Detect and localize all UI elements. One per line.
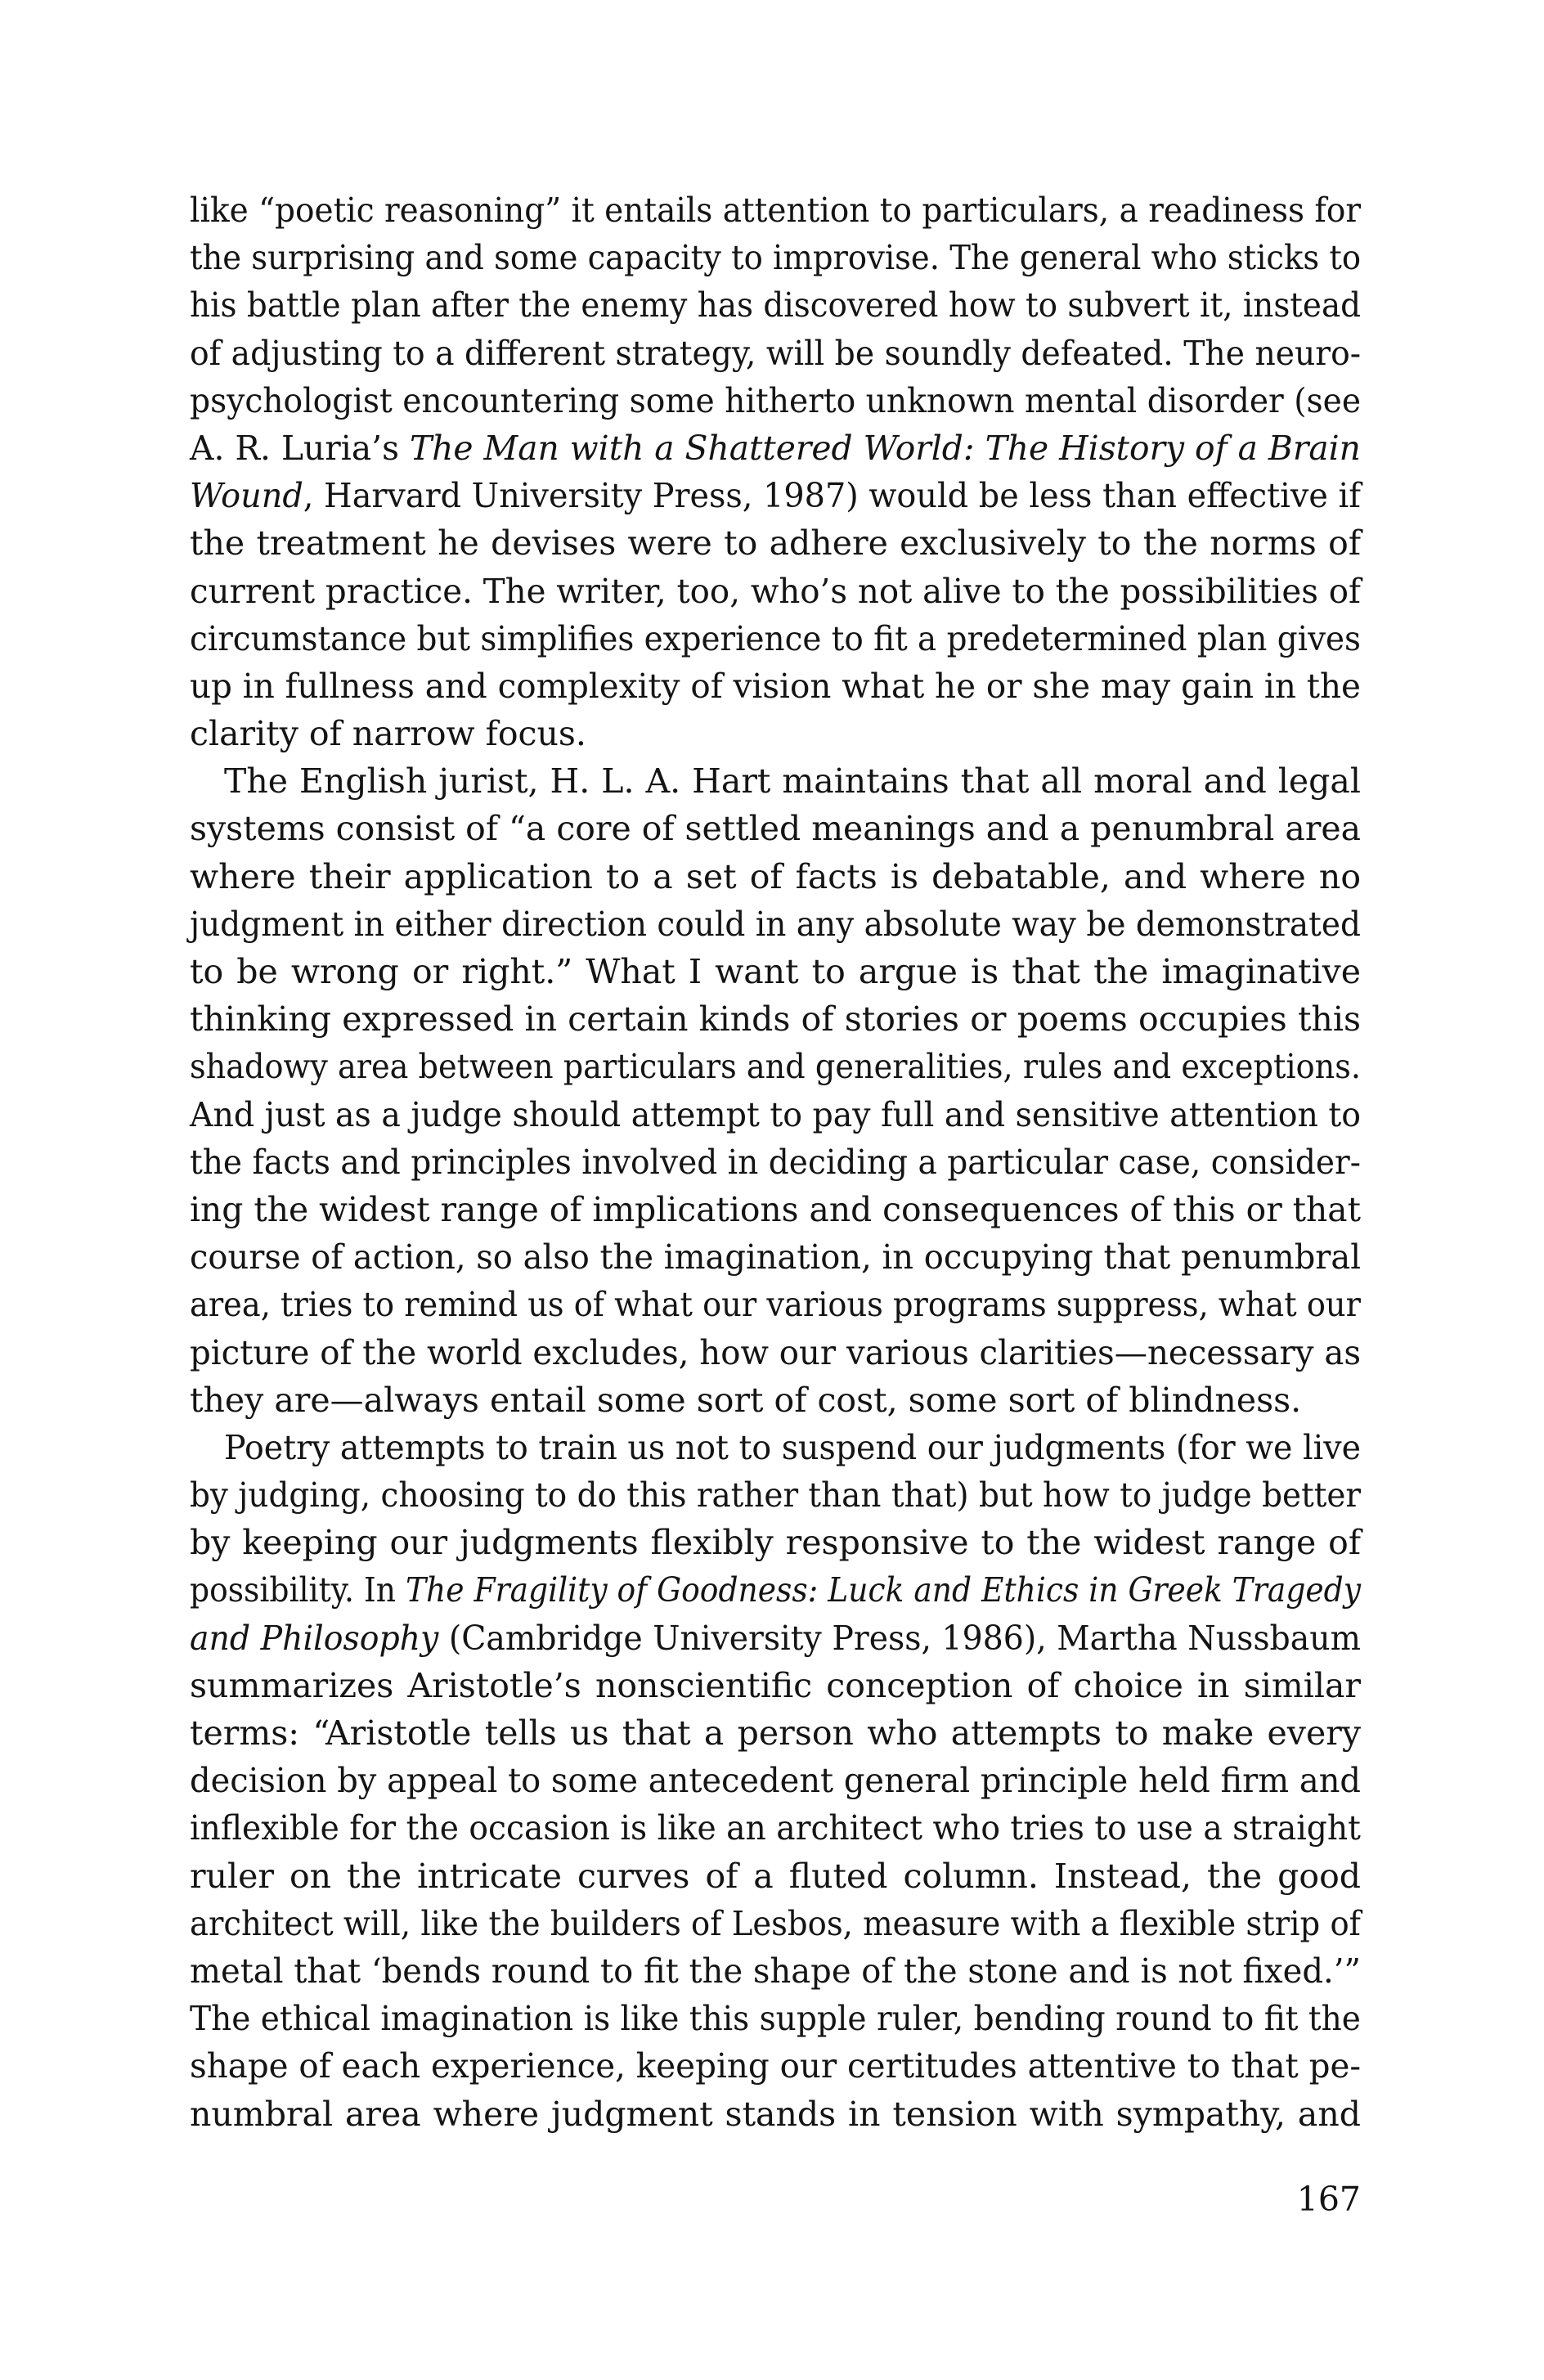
text-line: clarity of narrow focus. bbox=[190, 714, 586, 754]
text-line: picture of the world excludes, how our various clarities—necessary as bbox=[190, 1332, 1362, 1372]
text-line: A. R. Luria’s The Man with a Shattered World: The History of a Brain bbox=[190, 428, 1361, 468]
text-line: circumstance but simplifies experience to fit a predetermined plan gives bbox=[190, 618, 1362, 658]
text-line: by keeping our judgments flexibly responsive to the widest range of bbox=[190, 1523, 1361, 1563]
text-line: Poetry attempts to train us not to suspend our judgments (for we live bbox=[224, 1427, 1362, 1467]
text-line: where their application to a set of facts is debatable, and where no bbox=[190, 856, 1361, 896]
text-line: they are—always entail some sort of cost, some sort of blindness. bbox=[190, 1380, 1302, 1420]
text-line: judgment in either direction could in any absolute way be demonstrated bbox=[190, 904, 1361, 944]
text-line: to be wrong or right.” What I want to argue is that the imaginative bbox=[190, 952, 1361, 991]
text-line: shape of each experience, keeping our certitudes attentive to that pe- bbox=[190, 2046, 1362, 2086]
text-line: And just as a judge should attempt to pay full and sensitive attention to bbox=[190, 1094, 1362, 1134]
text-line: The ethical imagination is like this supple ruler, bending round to fit the bbox=[190, 1999, 1361, 2039]
text-line: the surprising and some capacity to improvise. The general who sticks to bbox=[190, 238, 1362, 278]
text-line: metal that ‘bends round to fit the shape of the stone and is not fixed.’” bbox=[190, 1951, 1361, 1991]
text-line: decision by appeal to some antecedent general principle held firm and bbox=[190, 1761, 1362, 1801]
text-line: numbral area where judgment stands in tension with sympathy, and bbox=[190, 2094, 1361, 2134]
text-line: ing the widest range of implications and consequences of this or that bbox=[190, 1189, 1362, 1229]
paragraph-hart bbox=[190, 757, 1361, 1424]
text-line: summarizes Aristotle’s nonscientific conception of choice in similar bbox=[190, 1665, 1361, 1705]
body-text bbox=[190, 186, 1361, 2138]
text-line: architect will, like the builders of Lesbos, measure with a flexible strip of bbox=[190, 1903, 1361, 1943]
text-line: area, tries to remind us of what our various programs suppress, what our bbox=[190, 1285, 1361, 1325]
text-line: terms: “Aristotle tells us that a person who attempts to make every bbox=[190, 1713, 1361, 1753]
text-line: his battle plan after the enemy has discovered how to subvert it, instead bbox=[190, 285, 1362, 326]
text-line: thinking expressed in certain kinds of stories or poems occupies this bbox=[190, 999, 1361, 1040]
text-line: psychologist encountering some hitherto unknown mental disorder (see bbox=[190, 380, 1362, 420]
text-line: shadowy area between particulars and generalities, rules and exceptions. bbox=[190, 1047, 1361, 1087]
text-line: course of action, so also the imagination, in occupying that penumbral bbox=[190, 1237, 1362, 1278]
text-line: the facts and principles involved in deciding a particular case, consider- bbox=[190, 1142, 1361, 1182]
text-line: up in fullness and complexity of vision what he or she may gain in the bbox=[190, 666, 1361, 706]
paragraph-continued bbox=[190, 186, 1361, 757]
page-number: 167 bbox=[1296, 2180, 1361, 2219]
text-line: like “poetic reasoning” it entails attention to particulars, a readiness for bbox=[190, 191, 1361, 230]
text-line: inflexible for the occasion is like an architect who tries to use a straight bbox=[190, 1808, 1361, 1848]
text-line: and Philosophy (Cambridge University Press, 1986), Martha Nussbaum bbox=[190, 1618, 1362, 1658]
text-line: possibility. In The Fragility of Goodness: Luck and Ethics in Greek Tragedy bbox=[190, 1570, 1362, 1610]
text-line: systems consist of “a core of settled meanings and a penumbral area bbox=[190, 809, 1362, 849]
text-line: The English jurist, H. L. A. Hart maintains that all moral and legal bbox=[224, 761, 1361, 802]
text-line: by judging, choosing to do this rather than that) but how to judge better bbox=[190, 1475, 1362, 1516]
paragraph-poetry bbox=[190, 1424, 1361, 2138]
text-line: ruler on the intricate curves of a fluted column. Instead, the good bbox=[190, 1856, 1361, 1896]
text-line: current practice. The writer, too, who’s not alive to the possibilities of bbox=[190, 571, 1361, 611]
text-line: of adjusting to a different strategy, will be soundly defeated. The neuro- bbox=[190, 333, 1362, 373]
text-line: Wound, Harvard University Press, 1987) would be less than effective if bbox=[190, 476, 1361, 516]
text-line: the treatment he devises were to adhere exclusively to the norms of bbox=[190, 523, 1361, 564]
